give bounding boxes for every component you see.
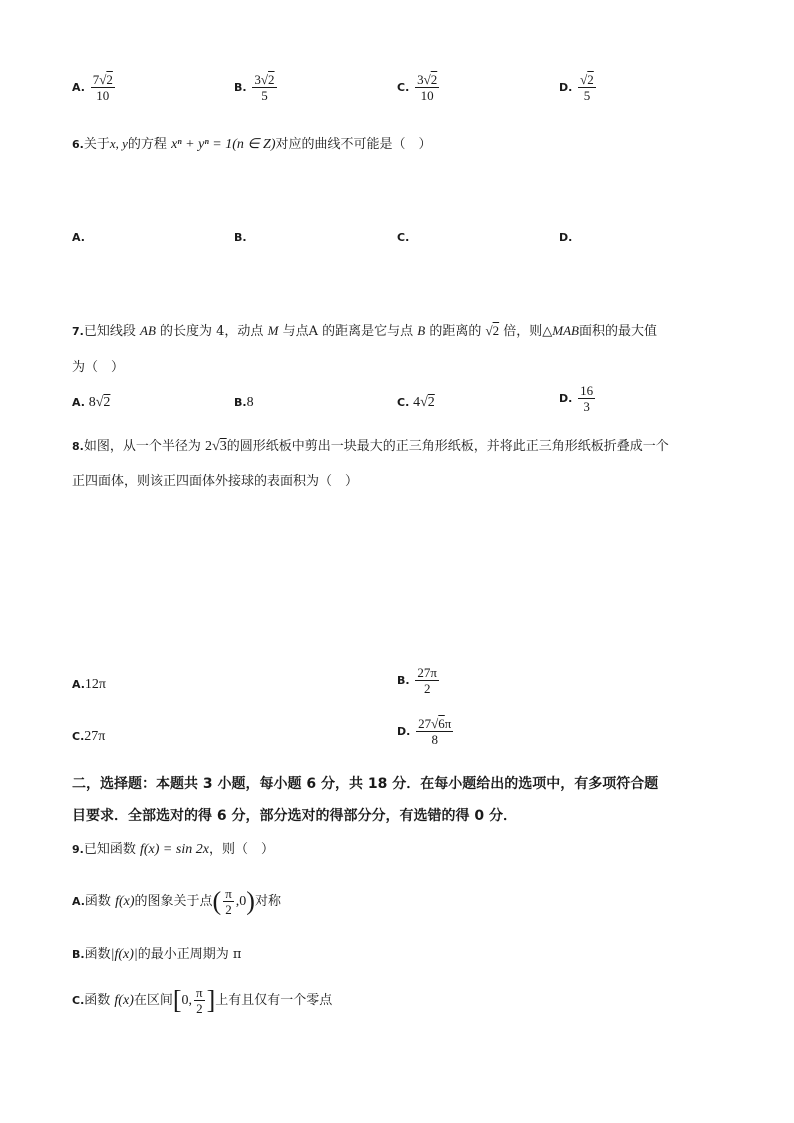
fraction: $\frac{√2}{5}$ [580, 72, 594, 103]
question-number: 6. [72, 138, 84, 151]
q9-option-c: C.函数 f(x)在区间[0, $\frac{\pi}{2}$ ]上有且仅有一个零点 [72, 985, 333, 1016]
q8-option-a: A.12π [72, 677, 106, 692]
q7-option-b: B.8 [234, 395, 254, 410]
q8-option-c: C.27π [72, 729, 106, 744]
q7-option-c: C. 4√2 [397, 395, 435, 410]
q8-option-d: D. $\frac{27√6\pi}{8}$ [397, 716, 452, 747]
section-2-heading-line2: 目要求．全部选对的得 6 分，部分选对的得部分分，有选错的得 0 分． [72, 808, 517, 824]
question-number: 9. [72, 843, 84, 856]
option-label: D. [559, 81, 573, 94]
q9-option-a: A.函数 f(x)的图象关于点( $\frac{\pi}{2}$ ,0)对称 [72, 886, 281, 917]
q6-option-c: C. [397, 231, 410, 244]
question-number: 7. [72, 325, 84, 338]
equation: xⁿ + yⁿ = 1(n ∈ Z) [171, 137, 276, 152]
question-number: 8. [72, 440, 84, 453]
q5-option-b [234, 72, 279, 103]
option-label: C. [397, 81, 410, 94]
q8-option-b: B. $\frac{27\pi}{2}$ [397, 665, 437, 696]
question-6-stem: 6.关于x, y的方程 xⁿ + yⁿ = 1(n ∈ Z)对应的曲线不可能是（ ） [72, 136, 432, 152]
q9-option-b: B.函数|f(x)|的最小正周期为 π [72, 947, 242, 962]
fraction: $\frac{7√2}{10}$ [92, 72, 113, 103]
q5-option-c [397, 72, 441, 103]
question-9-stem: 9.已知函数 f(x) = sin 2x，则（ ） [72, 842, 274, 857]
fraction: $\frac{3√2}{5}$ [254, 72, 275, 103]
question-8-stem-line2: 正四面体，则该正四面体外接球的表面积为（ ） [72, 474, 359, 489]
q6-option-a: A. [72, 231, 85, 244]
q5-option-d [559, 72, 598, 103]
section-2-heading-line1: 二，选择题：本题共 3 小题，每小题 6 分，共 18 分．在每小题给出的选项中，有多项符合题 [72, 776, 659, 792]
question-7-stem-line1: 7.已知线段 AB 的长度为 4，动点 M 与点A 的距离是它与点 B 的距离的 √2 倍，则△MAB面积的最大值 [72, 323, 657, 339]
option-label: A. [72, 81, 85, 94]
fraction: $\frac{3√2}{10}$ [417, 72, 438, 103]
q7-option-a: A. 8√2 [72, 395, 111, 410]
option-label: B. [234, 81, 247, 94]
question-8-stem-line1: 8.如图，从一个半径为 2√3的圆形纸板中剪出一块最大的正三角形纸板，并将此正三角形纸板折叠成一个 [72, 439, 669, 454]
q6-option-b: B. [234, 231, 247, 244]
question-7-stem-line2: 为（ ） [72, 360, 125, 375]
q6-option-d: D. [559, 231, 573, 244]
q7-option-d: D. $\frac{16}{3}$ [559, 383, 594, 414]
function-expression: f(x) = sin 2x [140, 842, 209, 857]
q5-option-a [72, 72, 117, 103]
